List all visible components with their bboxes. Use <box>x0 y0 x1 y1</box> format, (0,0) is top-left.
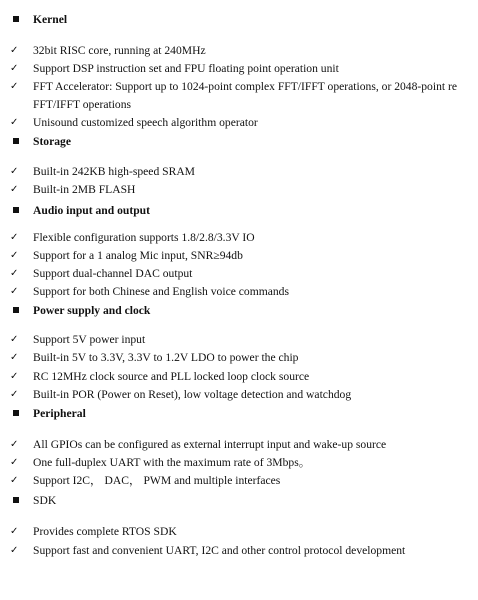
list-item-text: 32bit RISC core, running at 240MHz <box>33 44 206 57</box>
square-bullet-icon <box>13 497 19 503</box>
checkmark-icon: ✓ <box>10 389 19 400</box>
list-item-text: Support dual-channel DAC output <box>33 267 193 280</box>
checkmark-icon: ✓ <box>10 352 19 363</box>
checkmark-icon: ✓ <box>10 286 19 297</box>
list-item-text: Support 5V power input <box>33 333 146 346</box>
list-item-text: Built-in 2MB FLASH <box>33 183 136 196</box>
list-item-text: Provides complete RTOS SDK <box>33 525 177 538</box>
list-item-text: All GPIOs can be configured as external interrupt input and wake-up source <box>33 438 387 451</box>
list-item-text: Support for both Chinese and English voice commands <box>33 285 289 298</box>
checkmark-icon: ✓ <box>10 232 19 243</box>
checkmark-icon: ✓ <box>10 117 19 128</box>
checkmark-icon: ✓ <box>10 81 19 92</box>
list-item-text: FFT Accelerator: Support up to 1024-point complex FFT/IFFT operations, or 2048-point re <box>33 80 457 93</box>
list-item-text: Support DSP instruction set and FPU floating point operation unit <box>33 62 339 75</box>
checkmark-icon: ✓ <box>10 268 19 279</box>
section-title: Audio input and output <box>33 204 150 217</box>
list-item-text: Built-in 242KB high-speed SRAM <box>33 165 195 178</box>
checkmark-icon: ✓ <box>10 45 19 56</box>
checkmark-icon: ✓ <box>10 371 19 382</box>
list-item-text: Built-in POR (Power on Reset), low voltage detection and watchdog <box>33 388 352 401</box>
section-title: SDK <box>33 494 57 507</box>
section-title: Storage <box>33 135 71 148</box>
checkmark-icon: ✓ <box>10 334 19 345</box>
square-bullet-icon <box>13 307 19 313</box>
checkmark-icon: ✓ <box>10 475 19 486</box>
list-item-text: Support for a 1 analog Mic input, SNR≥94db <box>33 249 243 262</box>
list-item-text: RC 12MHz clock source and PLL locked loop clock source <box>33 370 310 383</box>
list-item-text: Flexible configuration supports 1.8/2.8/3.3V IO <box>33 231 255 244</box>
checkmark-icon: ✓ <box>10 439 19 450</box>
square-bullet-icon <box>13 138 19 144</box>
square-bullet-icon <box>13 207 19 213</box>
list-item-text: Support fast and convenient UART, I2C and other control protocol development <box>33 544 406 557</box>
checkmark-icon: ✓ <box>10 545 19 556</box>
section-title: Power supply and clock <box>33 304 151 317</box>
list-item-text: Unisound customized speech algorithm operator <box>33 116 258 129</box>
checkmark-icon: ✓ <box>10 166 19 177</box>
checkmark-icon: ✓ <box>10 184 19 195</box>
checkmark-icon: ✓ <box>10 457 19 468</box>
list-item-text: One full-duplex UART with the maximum rate of 3Mbps。 <box>33 456 311 469</box>
checkmark-icon: ✓ <box>10 526 19 537</box>
square-bullet-icon <box>13 410 19 416</box>
list-item-text: Support I2C， DAC， PWM and multiple interfaces <box>33 474 281 487</box>
list-item-text: FFT/IFFT operations <box>33 98 132 111</box>
checkmark-icon: ✓ <box>10 63 19 74</box>
square-bullet-icon <box>13 16 19 22</box>
list-item-text: Built-in 5V to 3.3V, 3.3V to 1.2V LDO to power the chip <box>33 351 299 364</box>
section-title: Kernel <box>33 13 68 26</box>
section-title: Peripheral <box>33 407 86 420</box>
checkmark-icon: ✓ <box>10 250 19 261</box>
